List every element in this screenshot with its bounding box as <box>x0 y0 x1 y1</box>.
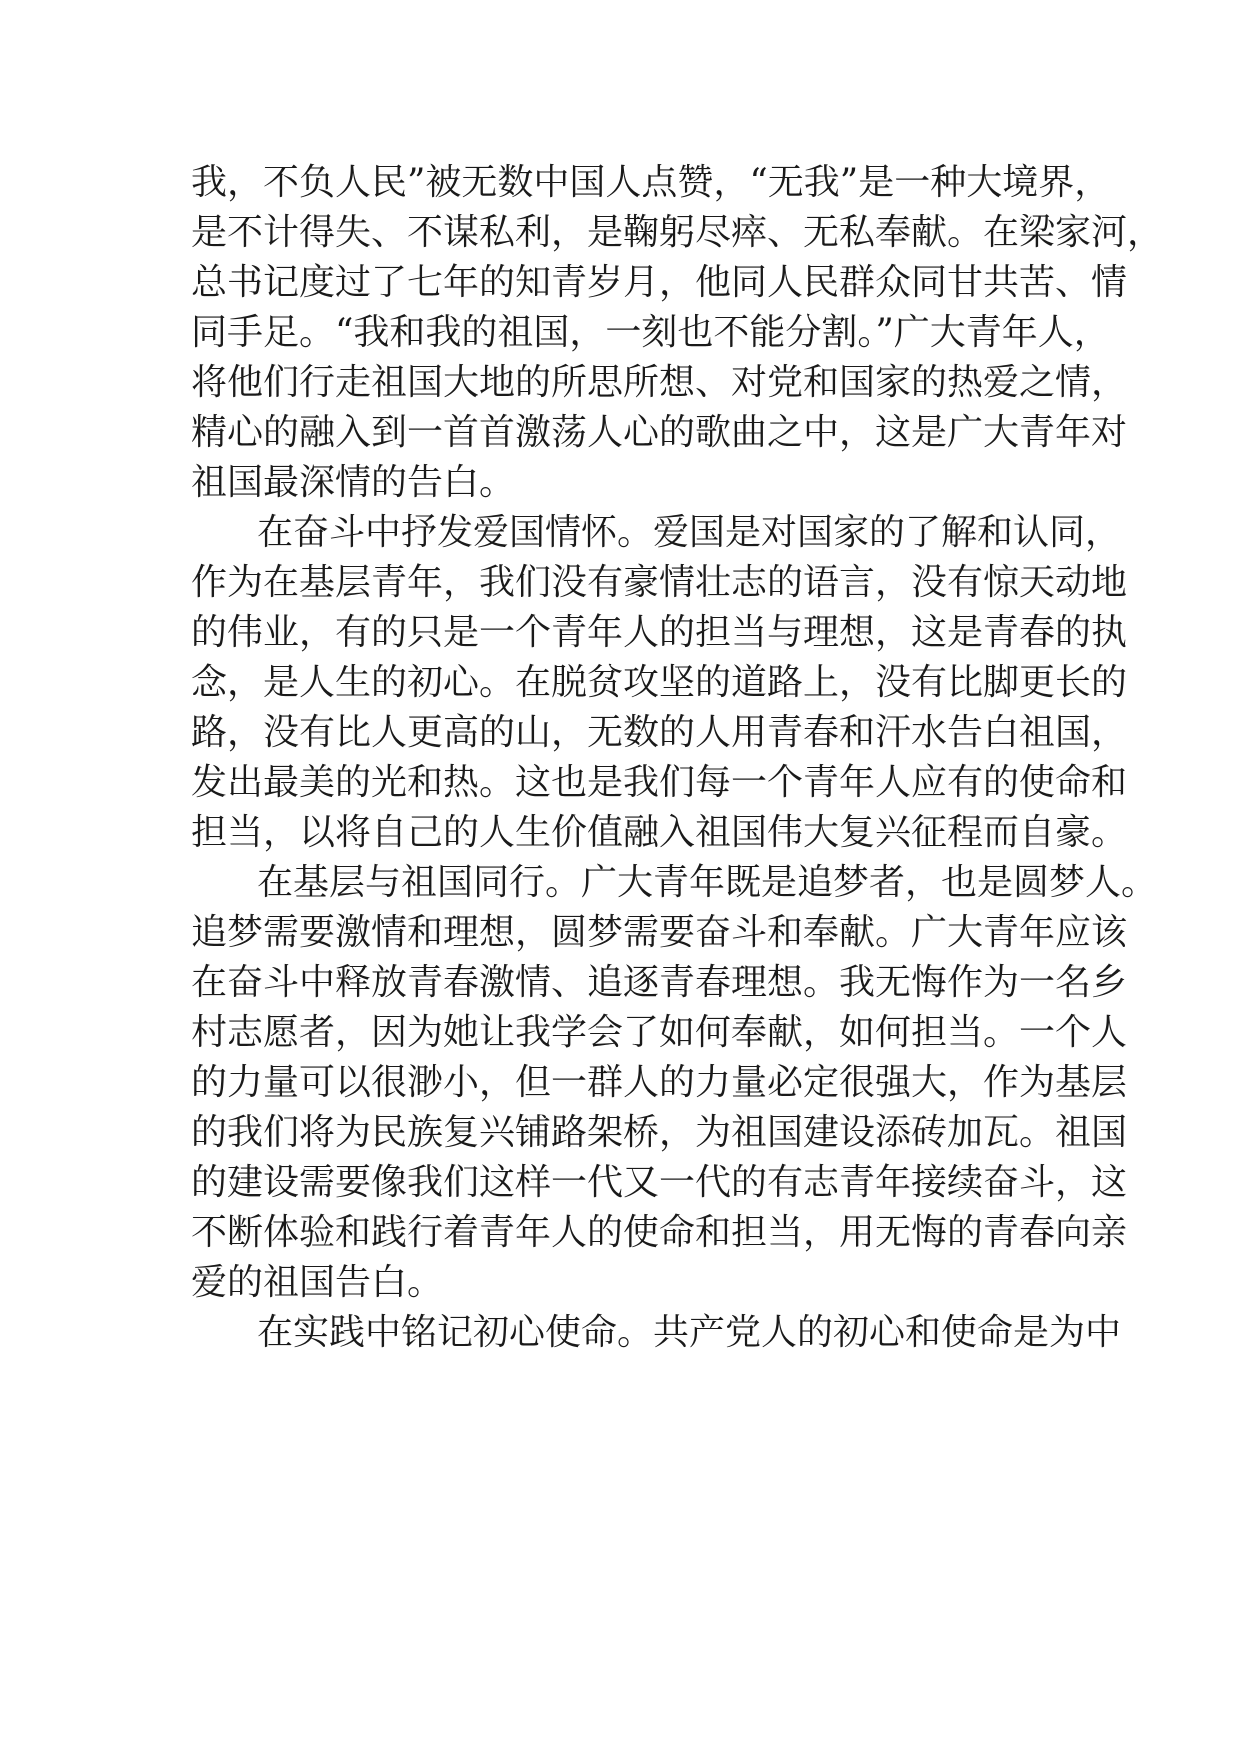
text-line: 的伟业，有的只是一个青年人的担当与理想，这是青春的执 <box>191 612 1128 653</box>
text-line: 追梦需要激情和理想，圆梦需要奋斗和奉献。广大青年应该 <box>191 912 1128 953</box>
text-line: 在奋斗中释放青春激情、追逐青春理想。我无悔作为一名乡 <box>191 962 1128 1003</box>
text-line: 发出最美的光和热。这也是我们每一个青年人应有的使命和 <box>191 762 1128 803</box>
text-line: 总书记度过了七年的知青岁月，他同人民群众同甘共苦、情 <box>191 262 1128 303</box>
text-line: 的力量可以很渺小，但一群人的力量必定很强大，作为基层 <box>191 1062 1128 1103</box>
text-line: 将他们行走祖国大地的所思所想、对党和国家的热爱之情， <box>191 362 1128 403</box>
text-line: 同手足。“我和我的祖国，一刻也不能分割。”广大青年人， <box>191 312 1110 353</box>
text-line: 在实践中铭记初心使命。共产党人的初心和使命是为中 <box>257 1312 1122 1353</box>
text-line: 路，没有比人更高的山，无数的人用青春和汗水告白祖国， <box>191 712 1128 753</box>
text-line: 我，不负人民”被无数中国人点赞，“无我”是一种大境界， <box>191 162 1111 203</box>
text-line: 不断体验和践行着青年人的使命和担当，用无悔的青春向亲 <box>191 1212 1128 1253</box>
text-line: 的我们将为民族复兴铺路架桥，为祖国建设添砖加瓦。祖国 <box>191 1112 1128 1153</box>
text-line: 爱的祖国告白。 <box>191 1262 444 1303</box>
text-line: 念，是人生的初心。在脱贫攻坚的道路上，没有比脚更长的 <box>191 662 1128 703</box>
text-line: 村志愿者，因为她让我学会了如何奉献，如何担当。一个人 <box>191 1012 1128 1053</box>
text-line: 在基层与祖国同行。广大青年既是追梦者，也是圆梦人。 <box>257 862 1158 903</box>
text-line: 是不计得失、不谋私利，是鞠躬尽瘁、无私奉献。在梁家河， <box>191 212 1164 253</box>
text-line: 精心的融入到一首首激荡人心的歌曲之中，这是广大青年对 <box>191 412 1128 453</box>
text-line: 担当，以将自己的人生价值融入祖国伟大复兴征程而自豪。 <box>191 812 1128 853</box>
text-line: 作为在基层青年，我们没有豪情壮志的语言，没有惊天动地 <box>191 562 1128 603</box>
text-line: 的建设需要像我们这样一代又一代的有志青年接续奋斗，这 <box>191 1162 1128 1203</box>
text-line: 祖国最深情的告白。 <box>191 462 516 503</box>
body-text <box>191 158 1164 1358</box>
text-line: 在奋斗中抒发爱国情怀。爱国是对国家的了解和认同， <box>257 512 1122 553</box>
